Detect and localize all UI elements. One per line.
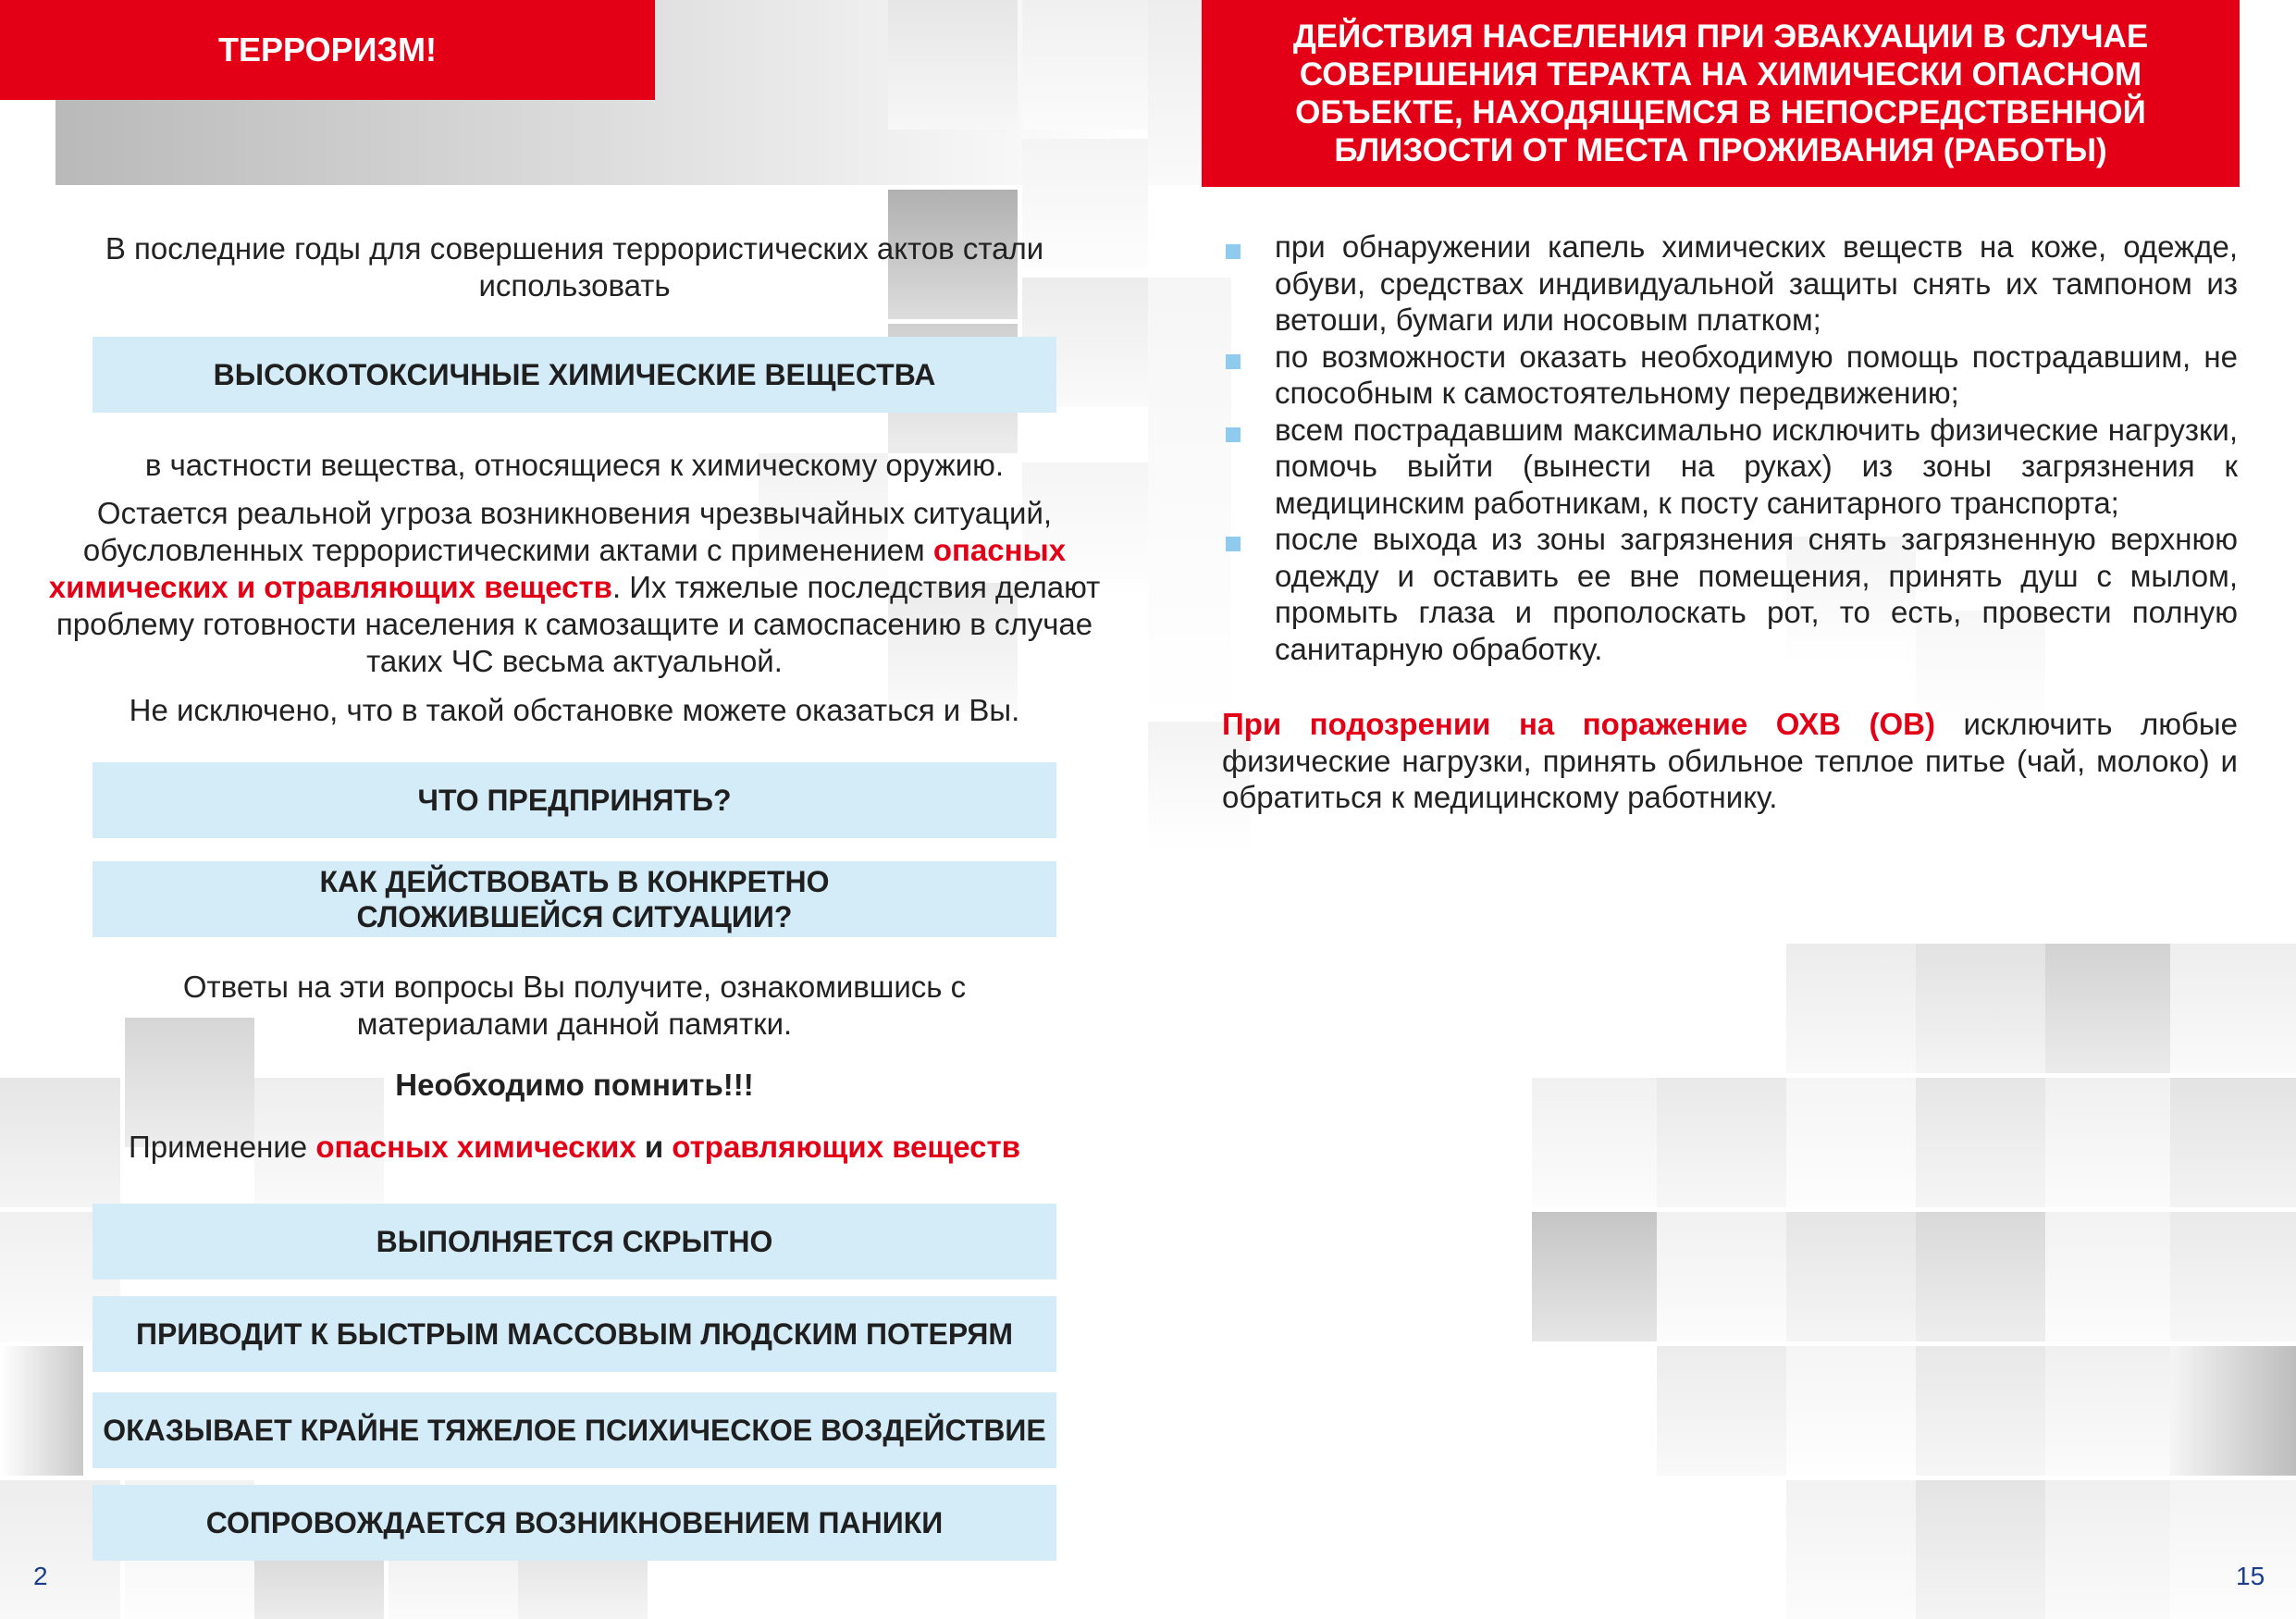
decor-tile	[2170, 1480, 2296, 1619]
decor-tile	[2045, 1346, 2170, 1476]
page-title-text: ТЕРРОРИЗМ!	[218, 31, 437, 68]
decor-tile	[1022, 0, 1148, 130]
usage-prefix: Применение	[129, 1130, 316, 1164]
decor-tile	[2170, 1346, 2296, 1476]
decor-tile	[1532, 1212, 1657, 1341]
decor-tile	[1657, 1078, 1786, 1207]
list-item-text: всем пострадавшим максимально исключить физические нагрузки, помочь выйти (вынести на руках) из зоны загрязнения к медицинским работникам, к посту санитарного транспорта;	[1275, 412, 2238, 520]
right-page	[1148, 0, 2296, 1619]
decor-tile	[1916, 1078, 2045, 1207]
answers-text: Ответы на эти вопросы Вы получите, ознакомившись с материалами данной памятки.	[182, 970, 967, 1041]
consequence-label-4: СОПРОВОЖДАЕТСЯ ВОЗНИКНОВЕНИЕМ ПАНИКИ	[205, 1506, 944, 1539]
page-number-left: 2	[33, 1562, 48, 1590]
consequence-box-3	[93, 1392, 1056, 1468]
list-item-text: по возможности оказать необходимую помощь пострадавшим, не способным к самостоятельному передвижению;	[1275, 339, 2238, 410]
decor-tile	[2170, 1078, 2296, 1207]
consequence-box-1	[93, 1204, 1056, 1279]
decor-tile	[888, 0, 1018, 130]
decor-tile	[2045, 1078, 2170, 1207]
decor-tile	[2170, 1212, 2296, 1341]
decor-tile	[1786, 1346, 1916, 1476]
suspicion-text: исключить любые физические нагрузки, принять обильное теплое питье (чай, молоко) и обратиться к медицинскому работнику.	[1222, 707, 2238, 814]
square-bullet-icon	[1226, 244, 1241, 259]
usage-red-poison: отравляющих веществ	[672, 1130, 1020, 1164]
section-title	[1202, 0, 2240, 187]
decor-tile	[1916, 1480, 2045, 1619]
decor-tile	[1657, 1212, 1786, 1341]
usage-mid: и	[636, 1130, 673, 1164]
not-excluded-text: Не исключено, что в такой обстановке можете оказаться и Вы.	[129, 693, 1020, 727]
section-title-text: ДЕЙСТВИЯ НАСЕЛЕНИЯ ПРИ ЭВАКУАЦИИ В СЛУЧАЕ СОВЕРШЕНИЯ ТЕРАКТА НА ХИМИЧЕСКИ ОПАСНОМ ОБЪЕКТЕ, НАХОДЯЩЕМСЯ В НЕПОСРЕДСТВЕННОЙ БЛИЗОСТИ ОТ МЕСТА ПРОЖИВАНИЯ (РАБОТЫ)	[1292, 19, 2149, 168]
decor-tile	[1148, 0, 1204, 185]
page-number-right: 15	[2236, 1562, 2265, 1590]
substances-box	[93, 337, 1056, 413]
substances-box-label: ВЫСОКОТОКСИЧНЫЕ ХИМИЧЕСКИЕ ВЕЩЕСТВА	[213, 358, 936, 391]
consequence-label-3: ОКАЗЫВАЕТ КРАЙНЕ ТЯЖЕЛОЕ ПСИХИЧЕСКОЕ ВОЗДЕЙСТВИЕ	[103, 1414, 1046, 1447]
decor-tile	[1148, 278, 1231, 722]
decor-tile	[0, 1346, 83, 1476]
how-to-act-label: КАК ДЕЙСТВОВАТЬ В КОНКРЕТНО СЛОЖИВШЕЙСЯ СИТУАЦИИ?	[319, 865, 830, 933]
suspicion-highlight: При подозрении на поражение ОХВ (ОВ)	[1222, 707, 1936, 741]
what-to-do-box	[93, 762, 1056, 838]
square-bullet-icon	[1226, 537, 1241, 551]
decor-tile	[2045, 944, 2170, 1073]
decor-tile	[1532, 1078, 1657, 1207]
list-item	[1222, 412, 2238, 522]
decor-tile	[1786, 944, 1916, 1073]
usage-text	[46, 1129, 1103, 1166]
intro-text: В последние годы для совершения террористических актов стали использовать	[105, 231, 1044, 303]
decor-tile	[2045, 1480, 2170, 1619]
what-to-do-label: ЧТО ПРЕДПРИНЯТЬ?	[417, 784, 732, 817]
decor-tile	[1916, 1346, 2045, 1476]
consequence-box-2	[93, 1296, 1056, 1372]
decor-tile	[1786, 1480, 1916, 1619]
decor-tile	[1657, 1346, 1786, 1476]
consequence-label-1: ВЫПОЛНЯЕТСЯ СКРЫТНО	[376, 1225, 773, 1258]
remember-text: Необходимо помнить!!!	[395, 1068, 754, 1102]
decor-tile	[1786, 1078, 1916, 1207]
square-bullet-icon	[1226, 427, 1241, 442]
how-to-act-box	[93, 861, 1056, 937]
threat-text-part1: Остается реальной угроза возникновения чрезвычайных ситуаций, обусловленных террористическими актами с применением	[82, 496, 1053, 567]
threat-highlight: опасных химических и отравляющих веществ	[48, 533, 1067, 604]
decor-tile	[1786, 1212, 1916, 1341]
list-item-text: при обнаружении капель химических веществ на коже, одежде, обуви, средствах индивидуальной защиты снять их тампоном из ветоши, бумаги или носовым платком;	[1275, 229, 2238, 337]
threat-paragraph	[46, 495, 1103, 680]
list-item	[1222, 229, 2238, 339]
list-item	[1222, 521, 2238, 667]
evacuation-actions-list	[1222, 229, 2238, 667]
suspicion-paragraph	[1222, 706, 2238, 816]
decor-tile	[518, 1554, 648, 1619]
page-title	[0, 0, 655, 100]
consequence-box-4	[93, 1485, 1056, 1561]
usage-red-chemical: опасных химических	[315, 1130, 636, 1164]
square-bullet-icon	[1226, 354, 1241, 369]
decor-tile	[254, 1554, 384, 1619]
decor-tile	[2045, 1212, 2170, 1341]
list-item-text: после выхода из зоны загрязнения снять загрязненную верхнюю одежду и оставить ее вне помещения, принять душ с мылом, промыть глаза и прополоскать рот, то есть, провести полную санитарную обработку.	[1275, 522, 2238, 666]
decor-tile	[2170, 944, 2296, 1073]
decor-tile	[389, 1554, 518, 1619]
decor-tile	[1916, 944, 2045, 1073]
list-item	[1222, 339, 2238, 412]
consequence-label-2: ПРИВОДИТ К БЫСТРЫМ МАССОВЫМ ЛЮДСКИМ ПОТЕРЯМ	[135, 1317, 1014, 1351]
threat-text-part2: . Их тяжелые последствия делают проблему готовности населения к самозащите и самоспасению в случае таких ЧС весьма актуальной.	[56, 570, 1101, 678]
decor-tile	[1916, 1212, 2045, 1341]
particular-text: в частности вещества, относящиеся к химическому оружию.	[144, 448, 1005, 482]
